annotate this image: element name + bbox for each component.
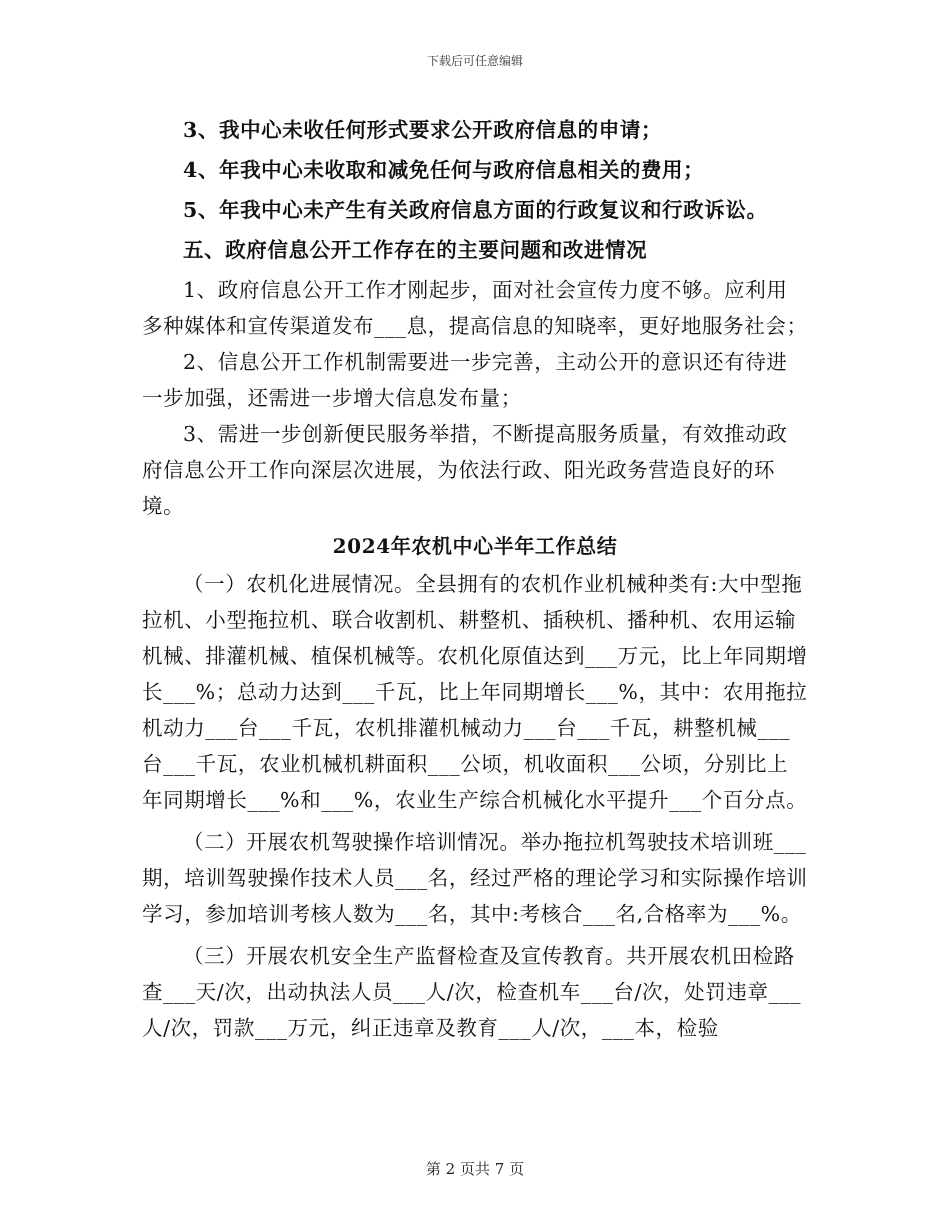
section-paragraph-3: （三）开展农机安全生产监督检查及宣传教育。共开展农机田检路查___天/次，出动执法人员___人/次，检查机车___台/次，处罚违章___人/次，罚款___万元，纠正违章及教育___人/次，___本，检验 [142,944,802,1040]
paragraph-item-3: 3、我中心未收任何形式要求公开政府信息的申请； [183,118,663,142]
page-footer: 第 2 页共 7 页 [425,1160,525,1178]
document-title: 2024年农机中心半年工作总结 [332,534,618,558]
paragraph-item-4: 4、年我中心未收取和减免任何与政府信息相关的费用； [183,158,705,182]
section-paragraph-2: （二）开展农机驾驶操作培训情况。举办拖拉机驾驶技术培训班___期，培训驾驶操作技术人员___名，经过严格的理论学习和实际操作培训学习，参加培训考核人数为___名，其中:考核合___名,合格率为___%。 [142,830,808,926]
document-body [142,112,808,1046]
section-paragraph-1: （一）农机化进展情况。全县拥有的农机作业机械种类有:大中型拖拉机、小型拖拉机、联合收割机、耕整机、插秧机、播种机、农用运输机械、排灌机械、植保机械等。农机化原值达到___万元，比上年同期增长___%；总动力达到___千瓦，比上年同期增长___%，其中：农用拖拉机动力___台___千瓦，农机排灌机械动力___台___千瓦，耕整机械___台___千瓦，农业机械机耕面积___公顷，机收面积___公顷，分别比上年同期增长___%和___%，农业生产综合机械化水平提升___个百分点。 [142,572,808,812]
improvement-paragraph-1: 1、政府信息公开工作才刚起步，面对社会宣传力度不够。应利用多种媒体和宣传渠道发布___息，提高信息的知晓率，更好地服务社会； [142,278,808,338]
improvement-paragraph-3: 3、需进一步创新便民服务举措，不断提高服务质量，有效推动政府信息公开工作向深层次进展，为依法行政、阳光政务营造良好的环境。 [142,422,788,518]
paragraph-item-5: 5、年我中心未产生有关政府信息方面的行政复议和行政诉讼。 [183,198,768,222]
page-header: 下载后可任意编辑 [426,54,523,68]
improvement-paragraph-2: 2、信息公开工作机制需要进一步完善，主动公开的意识还有待进一步加强，还需进一步增大信息发布量； [142,350,788,410]
section-heading-5: 五、政府信息公开工作存在的主要问题和改进情况 [183,238,648,262]
